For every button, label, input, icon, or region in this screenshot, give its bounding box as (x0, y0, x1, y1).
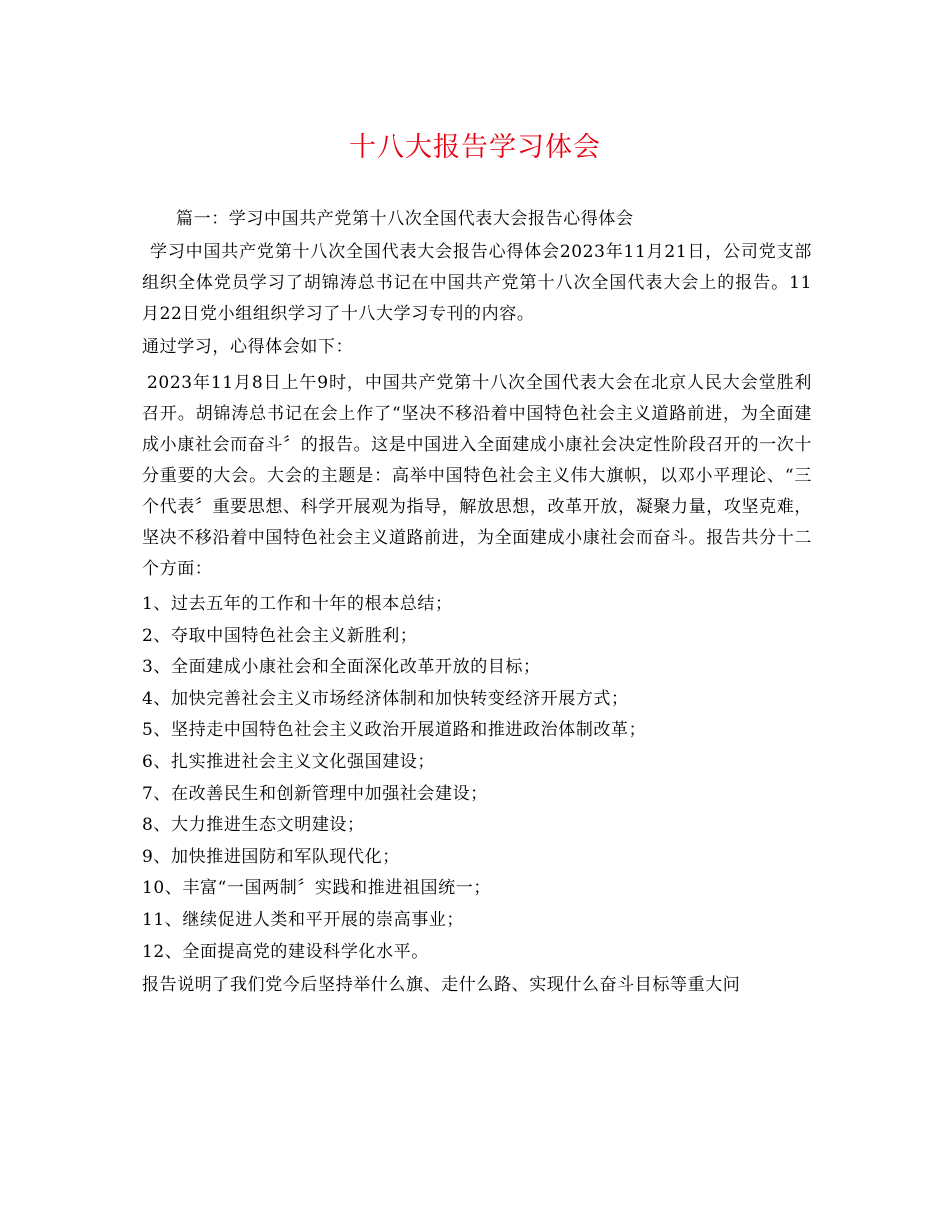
list-item: 1、过去五年的工作和十年的根本总结； (142, 594, 453, 614)
list-item: 5、坚持走中国特色社会主义政治开展道路和推进政治体制改革； (142, 720, 647, 741)
list-item: 7、在改善民生和创新管理中加强社会建设； (142, 783, 488, 804)
summary-line: 通过学习，心得体会如下： (142, 337, 354, 357)
list-item: 10、丰富“一国两制〞实践和推进祖国统一； (142, 878, 491, 899)
list-item: 8、大力推进生态文明建设； (142, 815, 365, 836)
closing-paragraph: 报告说明了我们党今后坚持举什么旗、走什么路、实现什么奋斗目标等重大问 (142, 975, 741, 996)
list-item: 11、继续促进人类和平开展的崇高事业； (142, 909, 465, 930)
section-heading: 篇一：学习中国共产党第十八次全国代表大会报告心得体会 (176, 209, 634, 229)
list-item: 12、全面提高党的建设科学化水平。 (142, 941, 429, 962)
list-item: 6、扎实推进社会主义文化强国建设； (142, 751, 436, 772)
list-item: 3、全面建成小康社会和全面深化改革开放的目标； (142, 657, 541, 678)
document-title: 十八大报告学习体会 (349, 132, 601, 163)
intro-paragraph: 学习中国共产党第十八次全国代表大会报告心得体会2023年11月21日，公司党支部组织全体党员学习了胡锦涛总书记在中国共产党第十八次全国代表大会上的报告。11月22日党小组组织学习了十八大学习专刊的内容。 (142, 242, 812, 324)
document-body (142, 204, 812, 1001)
list-item: 9、加快推进国防和军队现代化； (142, 846, 400, 867)
list-item: 4、加快完善社会主义市场经济体制和加快转变经济开展方式； (142, 688, 629, 709)
report-items-list (142, 589, 812, 968)
meeting-paragraph: 2023年11月8日上午9时，中国共产党第十八次全国代表大会在北京人民大会堂胜利召开。胡锦涛总书记在会上作了“坚决不移沿着中国特色社会主义道路前进，为全面建成小康社会而奋斗〞的报告。这是中国进入全面建成小康社会决定性阶段召开的一次十分重要的大会。大会的主题是：高举中国特色社会主义伟大旗帜，以邓小平理论、“三个代表〞重要思想、科学开展观为指导，解放思想，改革开放，凝聚力量，攻坚克难，坚决不移沿着中国特色社会主义道路前进，为全面建成小康社会而奋斗。报告共分十二个方面： (142, 373, 812, 579)
list-item: 2、夺取中国特色社会主义新胜利； (142, 625, 418, 646)
